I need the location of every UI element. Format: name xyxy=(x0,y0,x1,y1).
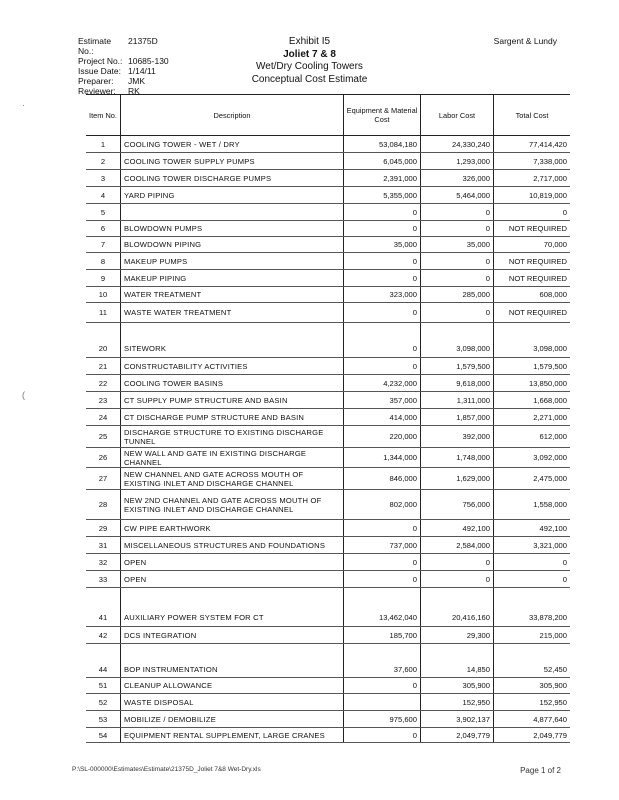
total-cost-cell: 52,450 xyxy=(494,662,571,678)
total-cost-cell: NOT REQUIRED xyxy=(494,270,571,287)
equipment-cost-cell xyxy=(344,323,421,341)
description-cell: NEW WALL AND GATE IN EXISTING DISCHARGE CHANNEL xyxy=(121,448,344,468)
estimate-no: 21375D xyxy=(128,36,158,46)
item-no-cell: 33 xyxy=(86,571,121,588)
table-row xyxy=(86,627,570,644)
col-item-no: Item No. xyxy=(86,95,121,136)
total-cost-cell: 2,049,779 xyxy=(494,728,571,743)
table-row xyxy=(86,237,570,253)
item-no-cell: 1 xyxy=(86,136,121,153)
issue-date-label: Issue Date: xyxy=(78,66,121,76)
total-cost-cell: 608,000 xyxy=(494,287,571,303)
total-cost-cell: 0 xyxy=(494,571,571,588)
total-cost-cell: 492,100 xyxy=(494,520,571,537)
margin-mark: ( xyxy=(22,390,25,400)
item-no-cell: 31 xyxy=(86,537,121,554)
equipment-cost-cell: 737,000 xyxy=(344,537,421,554)
total-cost-cell: 2,271,000 xyxy=(494,409,571,426)
description-cell: WASTE DISPOSAL xyxy=(121,694,344,711)
table-row xyxy=(86,303,570,323)
item-no-cell: 51 xyxy=(86,678,121,694)
total-cost-cell: 33,878,200 xyxy=(494,610,571,627)
equipment-cost-cell: 0 xyxy=(344,341,421,358)
preparer: JMK xyxy=(128,76,145,86)
description-cell: COOLING TOWER SUPPLY PUMPS xyxy=(121,153,344,170)
equipment-cost-cell xyxy=(344,588,421,610)
table-row xyxy=(86,426,570,448)
item-no-cell: 54 xyxy=(86,728,121,743)
item-no-cell: 4 xyxy=(86,187,121,204)
equipment-cost-cell: 0 xyxy=(344,520,421,537)
labor-cost-cell: 3,098,000 xyxy=(421,341,494,358)
table-row xyxy=(86,644,570,662)
labor-cost-cell: 20,416,160 xyxy=(421,610,494,627)
table-row xyxy=(86,358,570,375)
table-row xyxy=(86,253,570,270)
reviewer: RK xyxy=(128,86,140,96)
item-no-cell: 20 xyxy=(86,341,121,358)
equipment-cost-cell: 975,600 xyxy=(344,711,421,728)
total-cost-cell: 10,819,000 xyxy=(494,187,571,204)
total-cost-cell: NOT REQUIRED xyxy=(494,221,571,237)
item-no-cell: 25 xyxy=(86,426,121,448)
description-cell: COOLING TOWER - WET / DRY xyxy=(121,136,344,153)
item-no-cell: 3 xyxy=(86,170,121,187)
item-no-cell: 24 xyxy=(86,409,121,426)
description-cell: WATER TREATMENT xyxy=(121,287,344,303)
labor-cost-cell: 326,000 xyxy=(421,170,494,187)
labor-cost-cell: 492,100 xyxy=(421,520,494,537)
total-cost-cell: 4,877,640 xyxy=(494,711,571,728)
total-cost-cell: 7,338,000 xyxy=(494,153,571,170)
document-title: Conceptual Cost Estimate xyxy=(251,73,368,85)
labor-cost-cell: 1,293,000 xyxy=(421,153,494,170)
equipment-cost-cell: 185,700 xyxy=(344,627,421,644)
table-row xyxy=(86,341,570,358)
equipment-cost-cell: 0 xyxy=(344,728,421,743)
equipment-cost-cell: 0 xyxy=(344,221,421,237)
equipment-cost-cell: 6,045,000 xyxy=(344,153,421,170)
equipment-cost-cell: 0 xyxy=(344,253,421,270)
description-cell: MISCELLANEOUS STRUCTURES AND FOUNDATIONS xyxy=(121,537,344,554)
table-row xyxy=(86,711,570,728)
labor-cost-cell xyxy=(421,644,494,662)
total-cost-cell: NOT REQUIRED xyxy=(494,253,571,270)
table-row xyxy=(86,678,570,694)
table-row xyxy=(86,588,570,610)
description-cell xyxy=(121,323,344,341)
col-labor: Labor Cost xyxy=(421,95,494,136)
description-cell: CONSTRUCTABILITY ACTIVITIES xyxy=(121,358,344,375)
item-no-cell: 8 xyxy=(86,253,121,270)
equipment-cost-cell: 37,600 xyxy=(344,662,421,678)
equipment-cost-cell: 0 xyxy=(344,678,421,694)
item-no-cell: 29 xyxy=(86,520,121,537)
total-cost-cell: 70,000 xyxy=(494,237,571,253)
table-row xyxy=(86,375,570,392)
equipment-cost-cell: 0 xyxy=(344,204,421,221)
total-cost-cell: 2,717,000 xyxy=(494,170,571,187)
item-no-cell: 2 xyxy=(86,153,121,170)
item-no-cell: 42 xyxy=(86,627,121,644)
table-row xyxy=(86,571,570,588)
item-no-cell: 23 xyxy=(86,392,121,409)
description-cell: MAKEUP PIPING xyxy=(121,270,344,287)
equipment-cost-cell: 414,000 xyxy=(344,409,421,426)
table-row xyxy=(86,448,570,468)
labor-cost-cell: 5,464,000 xyxy=(421,187,494,204)
labor-cost-cell: 1,857,000 xyxy=(421,409,494,426)
equipment-cost-cell: 0 xyxy=(344,270,421,287)
labor-cost-cell: 0 xyxy=(421,253,494,270)
item-no-cell: 5 xyxy=(86,204,121,221)
description-cell xyxy=(121,588,344,610)
labor-cost-cell xyxy=(421,588,494,610)
labor-cost-cell: 392,000 xyxy=(421,426,494,448)
item-no-cell: 32 xyxy=(86,554,121,571)
cost-estimate-table xyxy=(86,94,570,743)
file-path: P:\SL-000000\Estimates\Estimate\21375D_Joliet 7&8 Wet-Dry.xls xyxy=(72,766,261,773)
description-cell: COOLING TOWER BASINS xyxy=(121,375,344,392)
item-no-cell: 7 xyxy=(86,237,121,253)
equipment-cost-cell: 13,462,040 xyxy=(344,610,421,627)
description-cell: CW PIPE EARTHWORK xyxy=(121,520,344,537)
labor-cost-cell: 9,618,000 xyxy=(421,375,494,392)
description-cell: NEW 2ND CHANNEL AND GATE ACROSS MOUTH OF EXISTING INLET AND DISCHARGE CHANNEL xyxy=(121,490,344,520)
total-cost-cell: 3,098,000 xyxy=(494,341,571,358)
item-no-cell: 9 xyxy=(86,270,121,287)
exhibit-label: Exhibit I5 xyxy=(288,36,331,47)
estimate-no-label: Estimate No.: xyxy=(78,36,112,56)
equipment-cost-cell: 0 xyxy=(344,571,421,588)
description-cell: OPEN xyxy=(121,571,344,588)
equipment-cost-cell: 5,355,000 xyxy=(344,187,421,204)
table-row xyxy=(86,694,570,711)
equipment-cost-cell: 4,232,000 xyxy=(344,375,421,392)
equipment-cost-cell: 0 xyxy=(344,554,421,571)
col-total: Total Cost xyxy=(494,95,571,136)
description-cell: SITEWORK xyxy=(121,341,344,358)
description-cell: MAKEUP PUMPS xyxy=(121,253,344,270)
description-cell: BLOWDOWN PIPING xyxy=(121,237,344,253)
table-row xyxy=(86,490,570,520)
item-no-cell xyxy=(86,588,121,610)
project-no: 10685-130 xyxy=(128,56,169,66)
total-cost-cell: NOT REQUIRED xyxy=(494,303,571,323)
description-cell: NEW CHANNEL AND GATE ACROSS MOUTH OF EXISTING INLET AND DISCHARGE CHANNEL xyxy=(121,468,344,490)
item-no-cell xyxy=(86,644,121,662)
description-cell: CT DISCHARGE PUMP STRUCTURE AND BASIN xyxy=(121,409,344,426)
total-cost-cell xyxy=(494,588,571,610)
item-no-cell: 41 xyxy=(86,610,121,627)
description-cell: YARD PIPING xyxy=(121,187,344,204)
item-no-cell: 6 xyxy=(86,221,121,237)
total-cost-cell xyxy=(494,323,571,341)
page-number: Page 1 of 2 xyxy=(520,766,561,775)
table-row xyxy=(86,287,570,303)
table-row xyxy=(86,392,570,409)
labor-cost-cell: 0 xyxy=(421,554,494,571)
item-no-cell: 22 xyxy=(86,375,121,392)
labor-cost-cell: 1,311,000 xyxy=(421,392,494,409)
description-cell xyxy=(121,644,344,662)
description-cell: WASTE WATER TREATMENT xyxy=(121,303,344,323)
item-no-cell: 53 xyxy=(86,711,121,728)
labor-cost-cell xyxy=(421,323,494,341)
description-cell xyxy=(121,204,344,221)
total-cost-cell: 305,900 xyxy=(494,678,571,694)
labor-cost-cell: 14,850 xyxy=(421,662,494,678)
total-cost-cell: 2,475,000 xyxy=(494,468,571,490)
total-cost-cell: 13,850,000 xyxy=(494,375,571,392)
description-cell: BOP INSTRUMENTATION xyxy=(121,662,344,678)
item-no-cell: 10 xyxy=(86,287,121,303)
total-cost-cell: 0 xyxy=(494,554,571,571)
equipment-cost-cell: 0 xyxy=(344,358,421,375)
total-cost-cell: 77,414,420 xyxy=(494,136,571,153)
labor-cost-cell: 29,300 xyxy=(421,627,494,644)
table-row xyxy=(86,170,570,187)
equipment-cost-cell: 357,000 xyxy=(344,392,421,409)
table-row xyxy=(86,537,570,554)
total-cost-cell: 1,668,000 xyxy=(494,392,571,409)
equipment-cost-cell: 846,000 xyxy=(344,468,421,490)
equipment-cost-cell: 220,000 xyxy=(344,426,421,448)
labor-cost-cell: 1,629,000 xyxy=(421,468,494,490)
equipment-cost-cell xyxy=(344,644,421,662)
labor-cost-cell: 2,049,779 xyxy=(421,728,494,743)
total-cost-cell: 215,000 xyxy=(494,627,571,644)
table-row xyxy=(86,728,570,743)
item-no-cell: 28 xyxy=(86,490,121,520)
table-row xyxy=(86,204,570,221)
col-description: Description xyxy=(121,95,344,136)
equipment-cost-cell: 1,344,000 xyxy=(344,448,421,468)
equipment-cost-cell: 53,084,180 xyxy=(344,136,421,153)
total-cost-cell: 3,092,000 xyxy=(494,448,571,468)
item-no-cell: 26 xyxy=(86,448,121,468)
description-cell: AUXILIARY POWER SYSTEM FOR CT xyxy=(121,610,344,627)
labor-cost-cell: 1,579,500 xyxy=(421,358,494,375)
total-cost-cell: 612,000 xyxy=(494,426,571,448)
item-no-cell: 44 xyxy=(86,662,121,678)
total-cost-cell: 3,321,000 xyxy=(494,537,571,554)
labor-cost-cell: 152,950 xyxy=(421,694,494,711)
equipment-cost-cell: 802,000 xyxy=(344,490,421,520)
item-no-cell: 11 xyxy=(86,303,121,323)
table-row xyxy=(86,554,570,571)
description-cell: CLEANUP ALLOWANCE xyxy=(121,678,344,694)
labor-cost-cell: 1,748,000 xyxy=(421,448,494,468)
table-row xyxy=(86,323,570,341)
labor-cost-cell: 0 xyxy=(421,303,494,323)
table-row xyxy=(86,409,570,426)
equipment-cost-cell: 2,391,000 xyxy=(344,170,421,187)
description-cell: COOLING TOWER DISCHARGE PUMPS xyxy=(121,170,344,187)
labor-cost-cell: 24,330,240 xyxy=(421,136,494,153)
table-row xyxy=(86,270,570,287)
labor-cost-cell: 0 xyxy=(421,270,494,287)
labor-cost-cell: 3,902,137 xyxy=(421,711,494,728)
description-cell: OPEN xyxy=(121,554,344,571)
table-row xyxy=(86,610,570,627)
margin-mark: · xyxy=(22,100,25,110)
subtitle: Wet/Dry Cooling Towers xyxy=(256,61,363,72)
total-cost-cell: 152,950 xyxy=(494,694,571,711)
preparer-label: Preparer: xyxy=(78,76,114,86)
description-cell: CT SUPPLY PUMP STRUCTURE AND BASIN xyxy=(121,392,344,409)
item-no-cell xyxy=(86,323,121,341)
table-row xyxy=(86,187,570,204)
total-cost-cell: 1,579,500 xyxy=(494,358,571,375)
table-header-row xyxy=(86,95,570,136)
issue-date: 1/14/11 xyxy=(128,66,156,76)
description-cell: DCS INTEGRATION xyxy=(121,627,344,644)
labor-cost-cell: 0 xyxy=(421,204,494,221)
table-row xyxy=(86,221,570,237)
labor-cost-cell: 0 xyxy=(421,221,494,237)
item-no-cell: 27 xyxy=(86,468,121,490)
table-row xyxy=(86,136,570,153)
item-no-cell: 52 xyxy=(86,694,121,711)
col-equipment: Equipment & Material Cost xyxy=(344,95,421,136)
total-cost-cell: 0 xyxy=(494,204,571,221)
labor-cost-cell: 285,000 xyxy=(421,287,494,303)
description-cell: DISCHARGE STRUCTURE TO EXISTING DISCHARGE TUNNEL xyxy=(121,426,344,448)
labor-cost-cell: 756,000 xyxy=(421,490,494,520)
description-cell: EQUIPMENT RENTAL SUPPLEMENT, LARGE CRANES xyxy=(121,728,344,743)
description-cell: BLOWDOWN PUMPS xyxy=(121,221,344,237)
equipment-cost-cell: 323,000 xyxy=(344,287,421,303)
plant-name: Joliet 7 & 8 xyxy=(283,48,336,60)
item-no-cell: 21 xyxy=(86,358,121,375)
table-row xyxy=(86,468,570,490)
equipment-cost-cell: 35,000 xyxy=(344,237,421,253)
company-name: Sargent & Lundy xyxy=(493,36,557,46)
total-cost-cell: 1,558,000 xyxy=(494,490,571,520)
reviewer-label: Reviewer: xyxy=(78,86,116,96)
project-no-label: Project No.: xyxy=(78,56,123,66)
equipment-cost-cell xyxy=(344,694,421,711)
labor-cost-cell: 305,900 xyxy=(421,678,494,694)
labor-cost-cell: 2,584,000 xyxy=(421,537,494,554)
total-cost-cell xyxy=(494,644,571,662)
description-cell: MOBILIZE / DEMOBILIZE xyxy=(121,711,344,728)
table-row xyxy=(86,662,570,678)
table-row xyxy=(86,520,570,537)
equipment-cost-cell: 0 xyxy=(344,303,421,323)
table-row xyxy=(86,153,570,170)
labor-cost-cell: 35,000 xyxy=(421,237,494,253)
labor-cost-cell: 0 xyxy=(421,571,494,588)
